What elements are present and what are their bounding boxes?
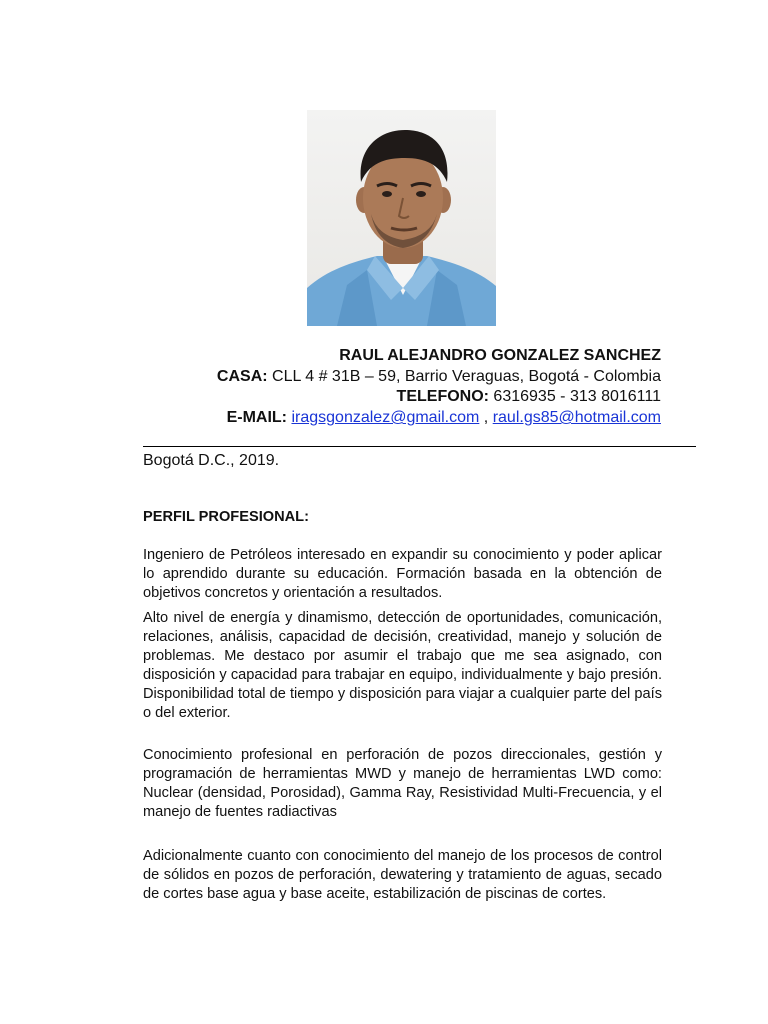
- telefono-label: TELEFONO:: [396, 388, 489, 406]
- phone-line: [143, 387, 661, 408]
- address-line: [143, 367, 661, 388]
- contact-header: [143, 346, 661, 429]
- casa-label: CASA:: [216, 367, 268, 385]
- profile-paragraph: Alto nivel de energía y dinamismo, detección de oportunidades, comunicación, relaciones, análisis, capacidad de decisión, creatividad, manejo y solución de problemas. Me destaco por asumir el trabajo que me sea asignado, con disposición y capacidad para trabajar en equipo, individualmente y bajo presión. Disponibilidad total de tiempo y disposición para viajar a cualquier parte del país o del exterior.: [143, 610, 662, 721]
- email-link-gmail[interactable]: iragsgonzalez@gmail.com: [291, 409, 480, 427]
- header-divider: [143, 446, 696, 447]
- email-label: E-MAIL:: [226, 409, 288, 427]
- profile-paragraph: Adicionalmente cuanto con conocimiento del manejo de los procesos de control de sólidos en pozos de perforación, dewatering y tratamiento de aguas, secado de cortes base agua y base aceite, estabilización de piscinas de cortes.: [143, 848, 662, 902]
- profile-photo: [307, 110, 496, 326]
- email-line: [143, 408, 661, 429]
- section-title-perfil: PERFIL PROFESIONAL:: [143, 509, 309, 525]
- casa-value: CLL 4 # 31B – 59, Barrio Veraguas, Bogotá - Colombia: [267, 367, 661, 385]
- profile-paragraph: Ingeniero de Petróleos interesado en expandir su conocimiento y poder aplicar lo aprendido durante su educación. Formación basada en la obtención de objetivos concretos y orientación a resultados.: [143, 547, 662, 601]
- email-separator: ,: [479, 409, 493, 427]
- place-date: Bogotá D.C., 2019.: [143, 452, 280, 469]
- email-link-hotmail[interactable]: raul.gs85@hotmail.com: [492, 409, 661, 427]
- candidate-name: RAUL ALEJANDRO GONZALEZ SANCHEZ: [339, 347, 661, 364]
- profile-paragraph: Conocimiento profesional en perforación de pozos direccionales, gestión y programación de herramientas MWD y manejo de herramientas LWD como: Nuclear (densidad, Porosidad), Gamma Ray, Resistividad Multi-Frecuencia, y el manejo de fuentes radiactivas: [143, 747, 662, 820]
- telefono-value: 6316935 - 313 8016111: [488, 388, 661, 406]
- portrait-photo-icon: [307, 110, 496, 326]
